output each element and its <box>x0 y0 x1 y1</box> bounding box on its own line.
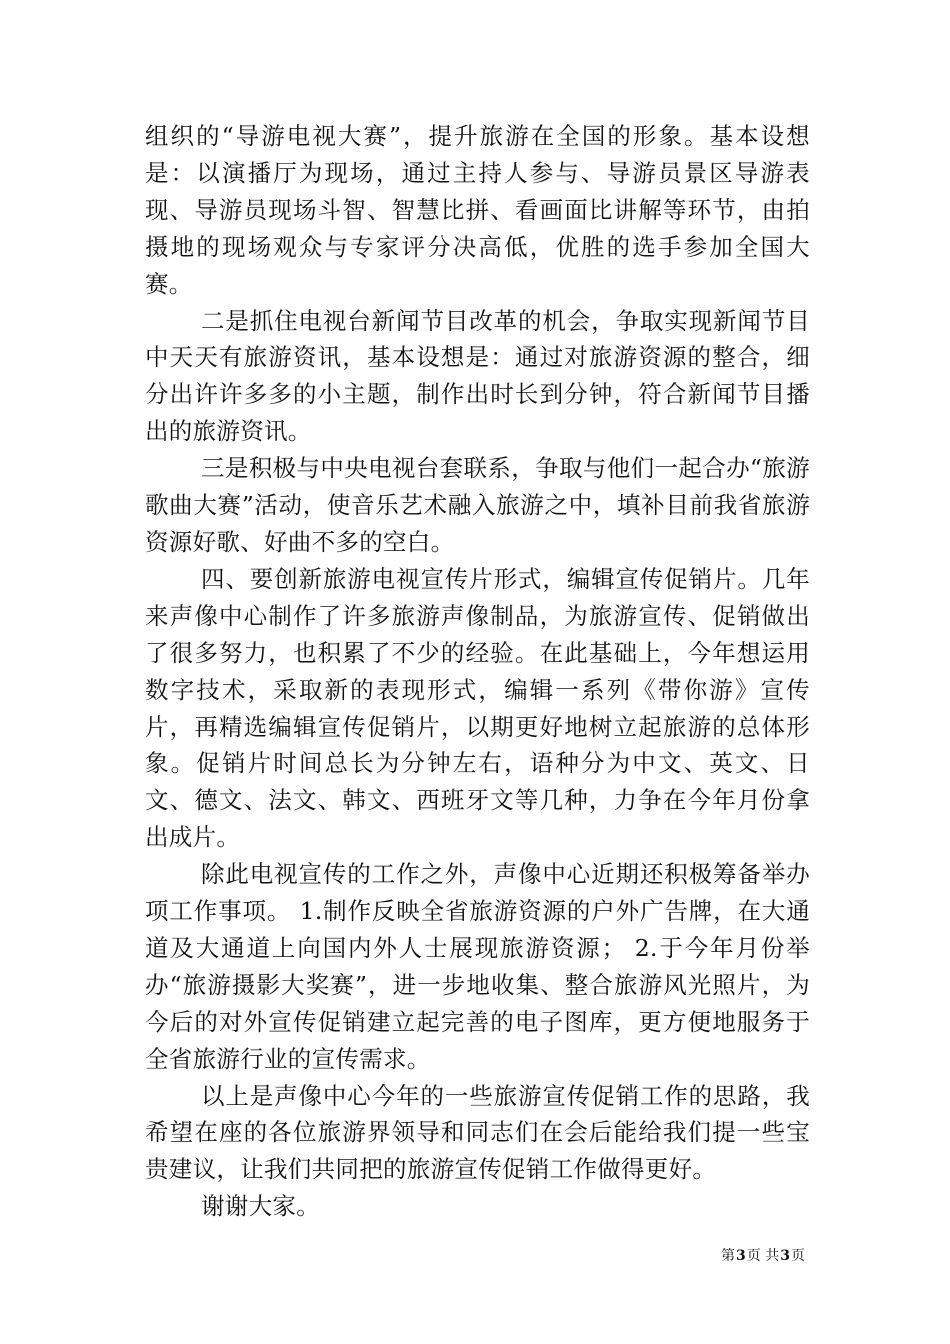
page-number-footer <box>721 1247 805 1265</box>
footer-total-pages: 3 <box>780 1248 790 1264</box>
paragraph-continuation: 组织的“导游电视大赛”，提升旅游在全国的形象。基本设想是：以演播厅为现场，通过主持人参与、导游员景区导游表现、导游员现场斗智、智慧比拼、看画面比讲解等环节，由拍摄地的现场观众与专家评分决高低，优胜的选手参加全国大赛。 <box>145 122 810 298</box>
footer-middle: 页 共 <box>746 1248 780 1264</box>
paragraph-conclusion: 以上是声像中心今年的一些旅游宣传促销工作的思路，我希望在座的各位旅游界领导和同志们在会后能给我们提一些宝贵建议，让我们共同把的旅游宣传促销工作做得更好。 <box>145 1081 810 1184</box>
footer-suffix: 页 <box>791 1248 805 1264</box>
paragraph-song-contest: 三是积极与中央电视台套联系，争取与他们一起合办“旅游歌曲大赛”活动，使音乐艺术融入旅游之中，填补目前我省旅游资源好歌、好曲不多的空白。 <box>145 454 810 556</box>
document-body <box>145 118 810 1225</box>
paragraph-other-work: 除此电视宣传的工作之外，声像中心近期还积极筹备举办项工作事项。 1.制作反映全省旅游资源的户外广告牌，在大通道及大通道上向国内外人士展现旅游资源； 2.于今年月份举办“旅游摄影大奖赛”，进一步地收集、整合旅游风光照片，为今后的对外宣传促销建立起完善的电子图库，更方便地服务于全省旅游行业的宣传需求。 <box>145 860 810 1073</box>
paragraph-thanks: 谢谢大家。 <box>201 1192 320 1221</box>
paragraph-news-program: 二是抓住电视台新闻节目改革的机会，争取实现新闻节目中天天有旅游资讯，基本设想是：通过对旅游资源的整合，细分出许许多多的小主题，制作出时长到分钟，符合新闻节目播出的旅游资讯。 <box>145 306 810 446</box>
footer-page-number: 3 <box>736 1248 746 1264</box>
paragraph-promo-film: 四、要创新旅游电视宣传片形式，编辑宣传促销片。几年来声像中心制作了许多旅游声像制品，为旅游宣传、促销做出了很多努力，也积累了不少的经验。在此基础上，今年想运用数字技术，采取新的表现形式，编辑一系列《带你游》宣传片，再精选编辑宣传促销片，以期更好地树立起旅游的总体形象。促销片时间总长为分钟左右，语种分为中文、英文、日文、德文、法文、韩文、西班牙文等几种，力争在今年月份拿出成片。 <box>145 564 810 852</box>
footer-prefix: 第 <box>721 1248 736 1264</box>
